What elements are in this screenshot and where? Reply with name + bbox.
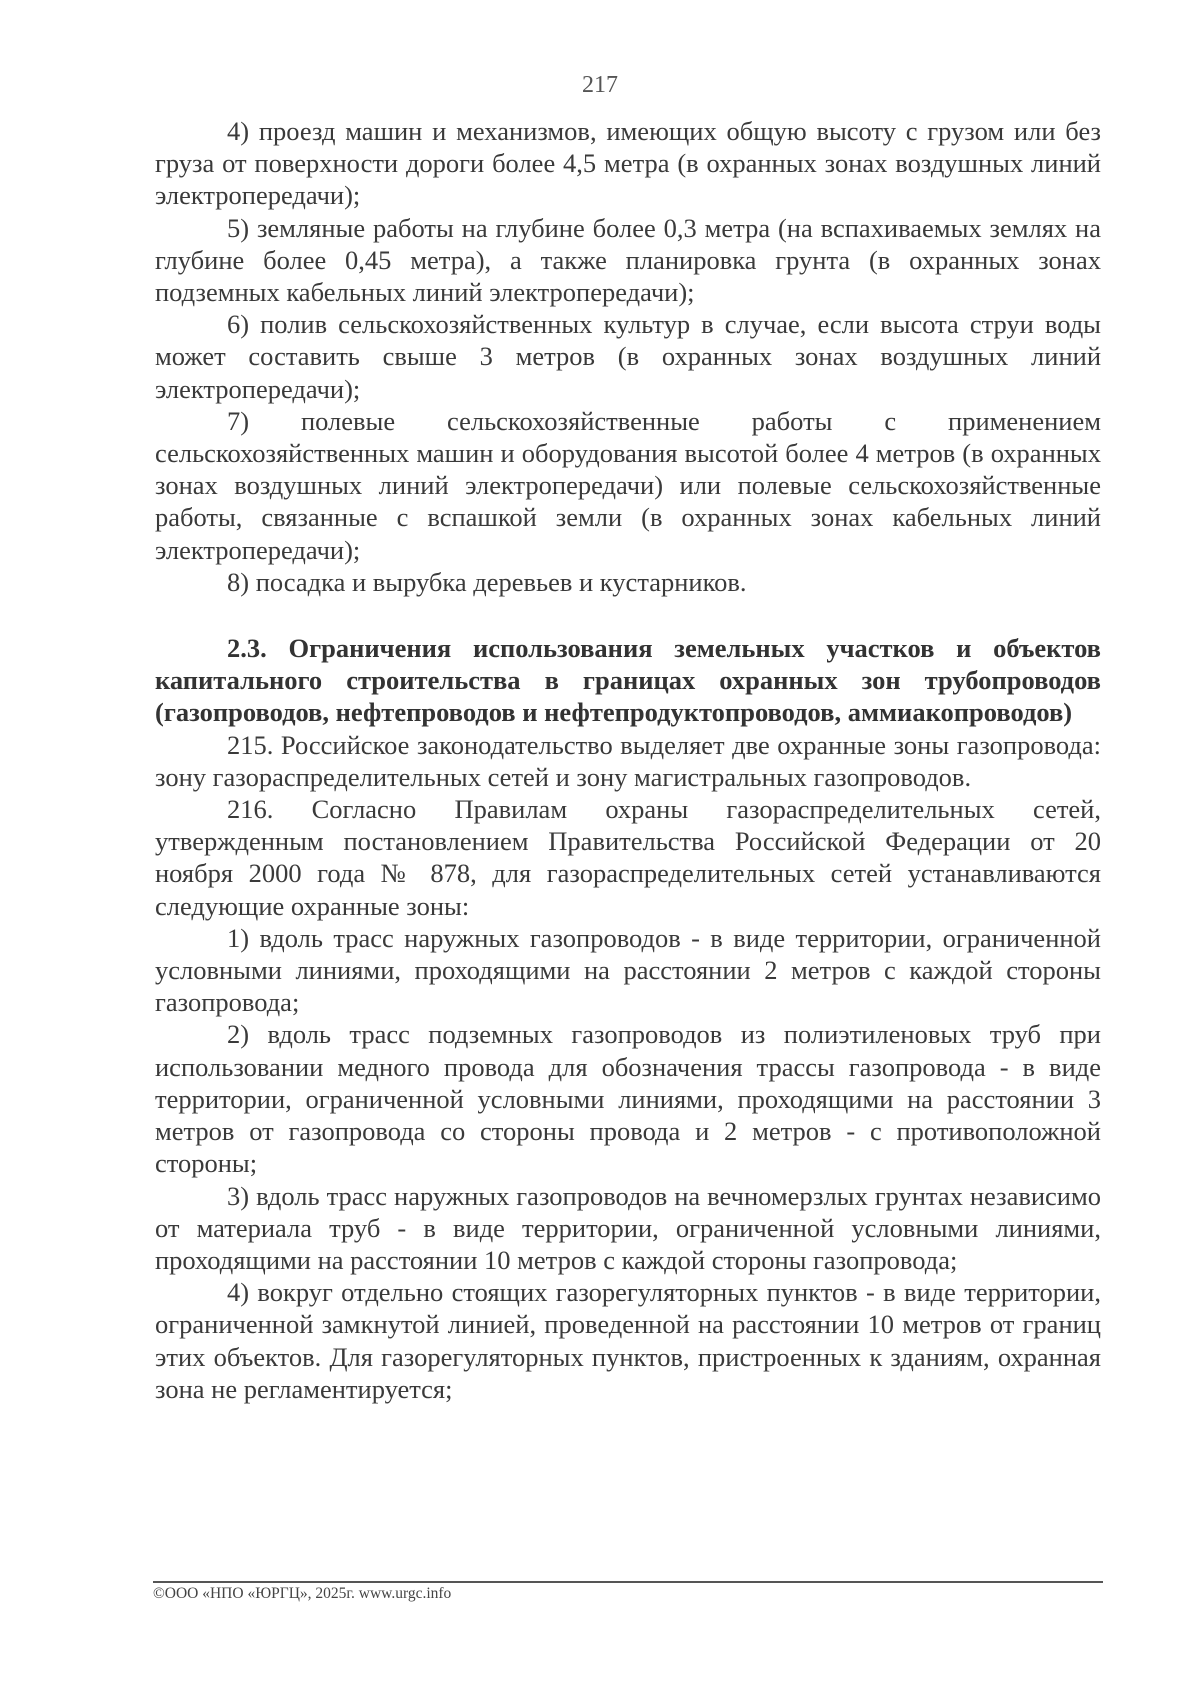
section-heading: 2.3. Ограничения использования земельных участков и объектов капитального строительства в границах охранных зон трубопроводов (газопроводов, нефтепроводов и нефтепродуктопроводов, аммиакопроводов) [155, 633, 1101, 728]
list-item-4: 4) проезд машин и механизмов, имеющих общую высоту с грузом или без груза от поверхности дороги более 4,5 метра (в охранных зонах воздушных линий электропередачи); [155, 116, 1101, 211]
zone-item-2: 2) вдоль трасс подземных газопроводов из полиэтиленовых труб при использовании медного провода для обозначения трассы газопровода - в виде территории, ограниченной условными линиями, проходящими на расстоянии 3 метров от газопровода со стороны провода и 2 метров - с противоположной стороны; [155, 1019, 1101, 1179]
paragraph-215: 215. Российское законодательство выделяет две охранные зоны газопровода: зону газораспределительных сетей и зону магистральных газопроводов. [155, 729, 1101, 792]
zone-item-1: 1) вдоль трасс наружных газопроводов - в виде территории, ограниченной условными линиями, проходящими на расстоянии 2 метров с каждой стороны газопровода; [155, 922, 1101, 1018]
list-item-7: 7) полевые сельскохозяйственные работы с применением сельскохозяйственных машин и оборудования высотой более 4 метров (в охранных зонах воздушных линий электропередачи) или полевые сельскохозяйственные работы, связанные с вспашкой земли (в охранных зонах кабельных линий электропередачи); [155, 405, 1101, 565]
footer-copyright: ©ООО «НПО «ЮРГЦ», 2025г. www.urgc.info [153, 1585, 452, 1602]
footer-divider [153, 1581, 1103, 1583]
page-body [155, 115, 1101, 1405]
zone-item-3: 3) вдоль трасс наружных газопроводов на вечномерзлых грунтах независимо от материала труб - в виде территории, ограниченной условными линиями, проходящими на расстоянии 10 метров с каждой стороны газопровода; [155, 1180, 1101, 1275]
list-item-8: 8) посадка и вырубка деревьев и кустарников. [227, 566, 747, 597]
zone-item-4: 4) вокруг отдельно стоящих газорегуляторных пунктов - в виде территории, ограниченной замкнутой линией, проведенной на расстоянии 10 метров от границ этих объектов. Для газорегуляторных пунктов, пристроенных к зданиям, охранная зона не регламентируется; [155, 1277, 1101, 1404]
paragraph-216: 216. Согласно Правилам охраны газораспределительных сетей, утвержденным постановлением Правительства Российской Федерации от 20 ноября 2000 года № 878, для газораспределительных сетей устанавливаются следующие охранные зоны: [155, 794, 1101, 921]
list-item-5: 5) земляные работы на глубине более 0,3 метра (на вспахиваемых землях на глубине более 0,45 метра), а также планировка грунта (в охранных зонах подземных кабельных линий электропередачи); [155, 212, 1101, 308]
page-number: 217 [582, 72, 618, 98]
list-item-6: 6) полив сельскохозяйственных культур в случае, если высота струи воды может составить свыше 3 метров (в охранных зонах воздушных линий электропередачи); [155, 309, 1101, 404]
